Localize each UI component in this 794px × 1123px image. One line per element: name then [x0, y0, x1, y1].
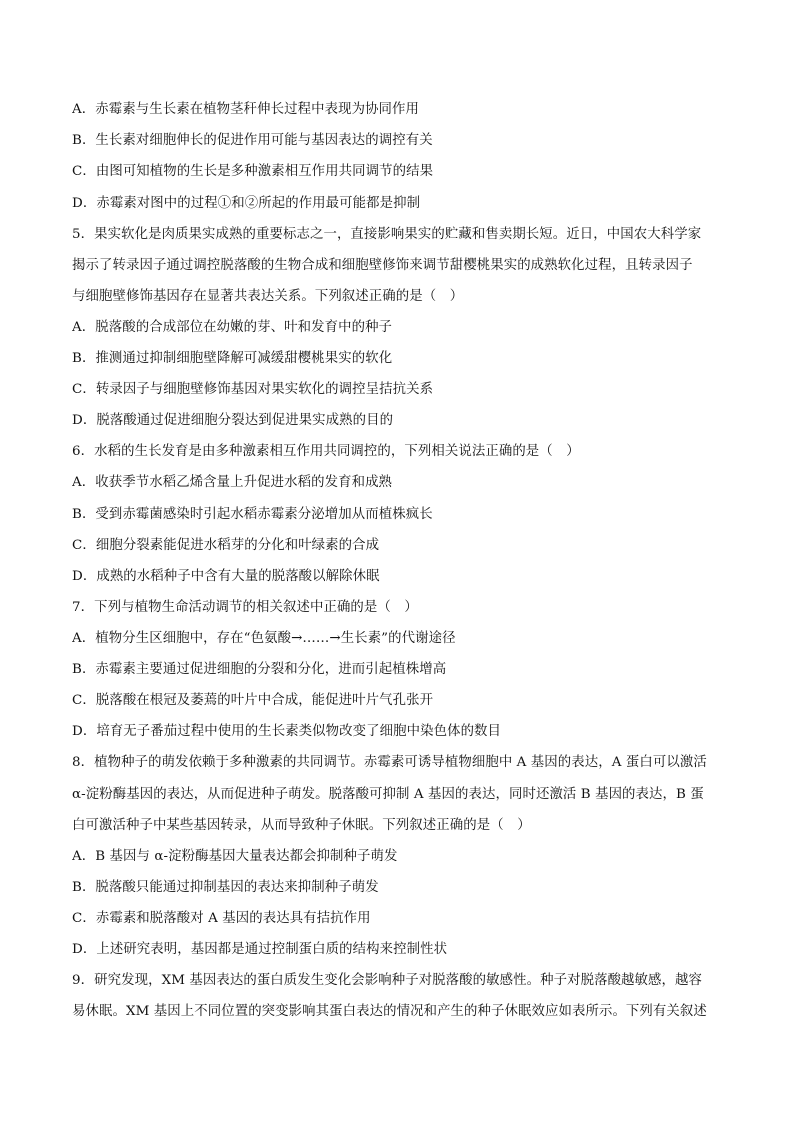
q6-option-b: B．受到赤霉菌感染时引起水稻赤霉素分泌增加从而植株疯长	[72, 507, 433, 522]
q4-option-b: B．生长素对细胞伸长的促进作用可能与基因表达的调控有关	[72, 133, 433, 148]
q9-stem-line-1: 9．研究发现，XM 基因表达的蛋白质发生变化会影响种子对脱落酸的敏感性。种子对脱落酸越敏感，越容	[72, 973, 703, 988]
q5-option-d: D．脱落酸通过促进细胞分裂达到促进果实成熟的目的	[72, 413, 394, 428]
q5-option-b: B．推测通过抑制细胞壁降解可减缓甜樱桃果实的软化	[72, 351, 393, 366]
q6-option-d: D．成熟的水稻种子中含有大量的脱落酸以解除休眠	[72, 569, 380, 584]
q6-stem: 6．水稻的生长发育是由多种激素相互作用共同调控的，下列相关说法正确的是（ ）	[72, 444, 580, 459]
q4-option-c: C．由图可知植物的生长是多种激素相互作用共同调节的结果	[72, 164, 434, 179]
q6-option-a: A．收获季节水稻乙烯含量上升促进水稻的发育和成熟	[72, 475, 393, 490]
q7-option-a: A．植物分生区细胞中，存在“色氨酸→……→生长素”的代谢途径	[72, 631, 456, 646]
q5-option-a: A．脱落酸的合成部位在幼嫩的芽、叶和发育中的种子	[72, 320, 393, 335]
q8-stem-line-2: α-淀粉酶基因的表达，从而促进种子萌发。脱落酸可抑制 A 基因的表达，同时还激活 B 基因的表达，B 蛋	[72, 787, 704, 802]
q7-option-b: B．赤霉素主要通过促进细胞的分裂和分化，进而引起植株增高	[72, 662, 447, 677]
q4-option-d: D．赤霉素对图中的过程①和②所起的作用最可能都是抑制	[72, 196, 421, 211]
q5-stem-line-2: 揭示了转录因子通过调控脱落酸的生物合成和细胞壁修饰来调节甜樱桃果实的成熟软化过程，且转录因子	[72, 258, 693, 273]
q8-option-c: C．赤霉素和脱落酸对 A 基因的表达具有拮抗作用	[72, 911, 371, 926]
q7-stem: 7．下列与植物生命活动调节的相关叙述中正确的是（ ）	[72, 600, 418, 615]
q5-stem-line-3: 与细胞壁修饰基因存在显著共表达关系。下列叙述正确的是（ ）	[72, 289, 464, 304]
q5-stem-line-1: 5．果实软化是肉质果实成熟的重要标志之一，直接影响果实的贮藏和售卖期长短。近日，中国农大科学家	[72, 227, 702, 242]
q7-option-c: C．脱落酸在根冠及萎蔫的叶片中合成，能促进叶片气孔张开	[72, 693, 434, 708]
q8-stem-line-3: 白可激活种子中某些基因转录，从而导致种子休眠。下列叙述正确的是（ ）	[72, 818, 531, 833]
q8-option-b: B．脱落酸只能通过抑制基因的表达来抑制种子萌发	[72, 880, 379, 895]
q9-stem-line-2: 易休眠。XM 基因上不同位置的突变影响其蛋白表达的情况和产生的种子休眠效应如表所示。下列有关叙述	[72, 1004, 707, 1019]
q8-option-a: A．B 基因与 α-淀粉酶基因大量表达都会抑制种子萌发	[72, 849, 398, 864]
q7-option-d: D．培育无子番茄过程中使用的生长素类似物改变了细胞中染色体的数目	[72, 724, 502, 739]
q8-option-d: D．上述研究表明，基因都是通过控制蛋白质的结构来控制性状	[72, 942, 448, 957]
q4-option-a: A．赤霉素与生长素在植物茎秆伸长过程中表现为协同作用	[72, 102, 420, 117]
q5-option-c: C．转录因子与细胞壁修饰基因对果实软化的调控呈拮抗关系	[72, 382, 434, 397]
q6-option-c: C．细胞分裂素能促进水稻芽的分化和叶绿素的合成	[72, 538, 380, 553]
q8-stem-line-1: 8．植物种子的萌发依赖于多种激素的共同调节。赤霉素可诱导植物细胞中 A 基因的表达，A 蛋白可以激活	[72, 755, 707, 770]
